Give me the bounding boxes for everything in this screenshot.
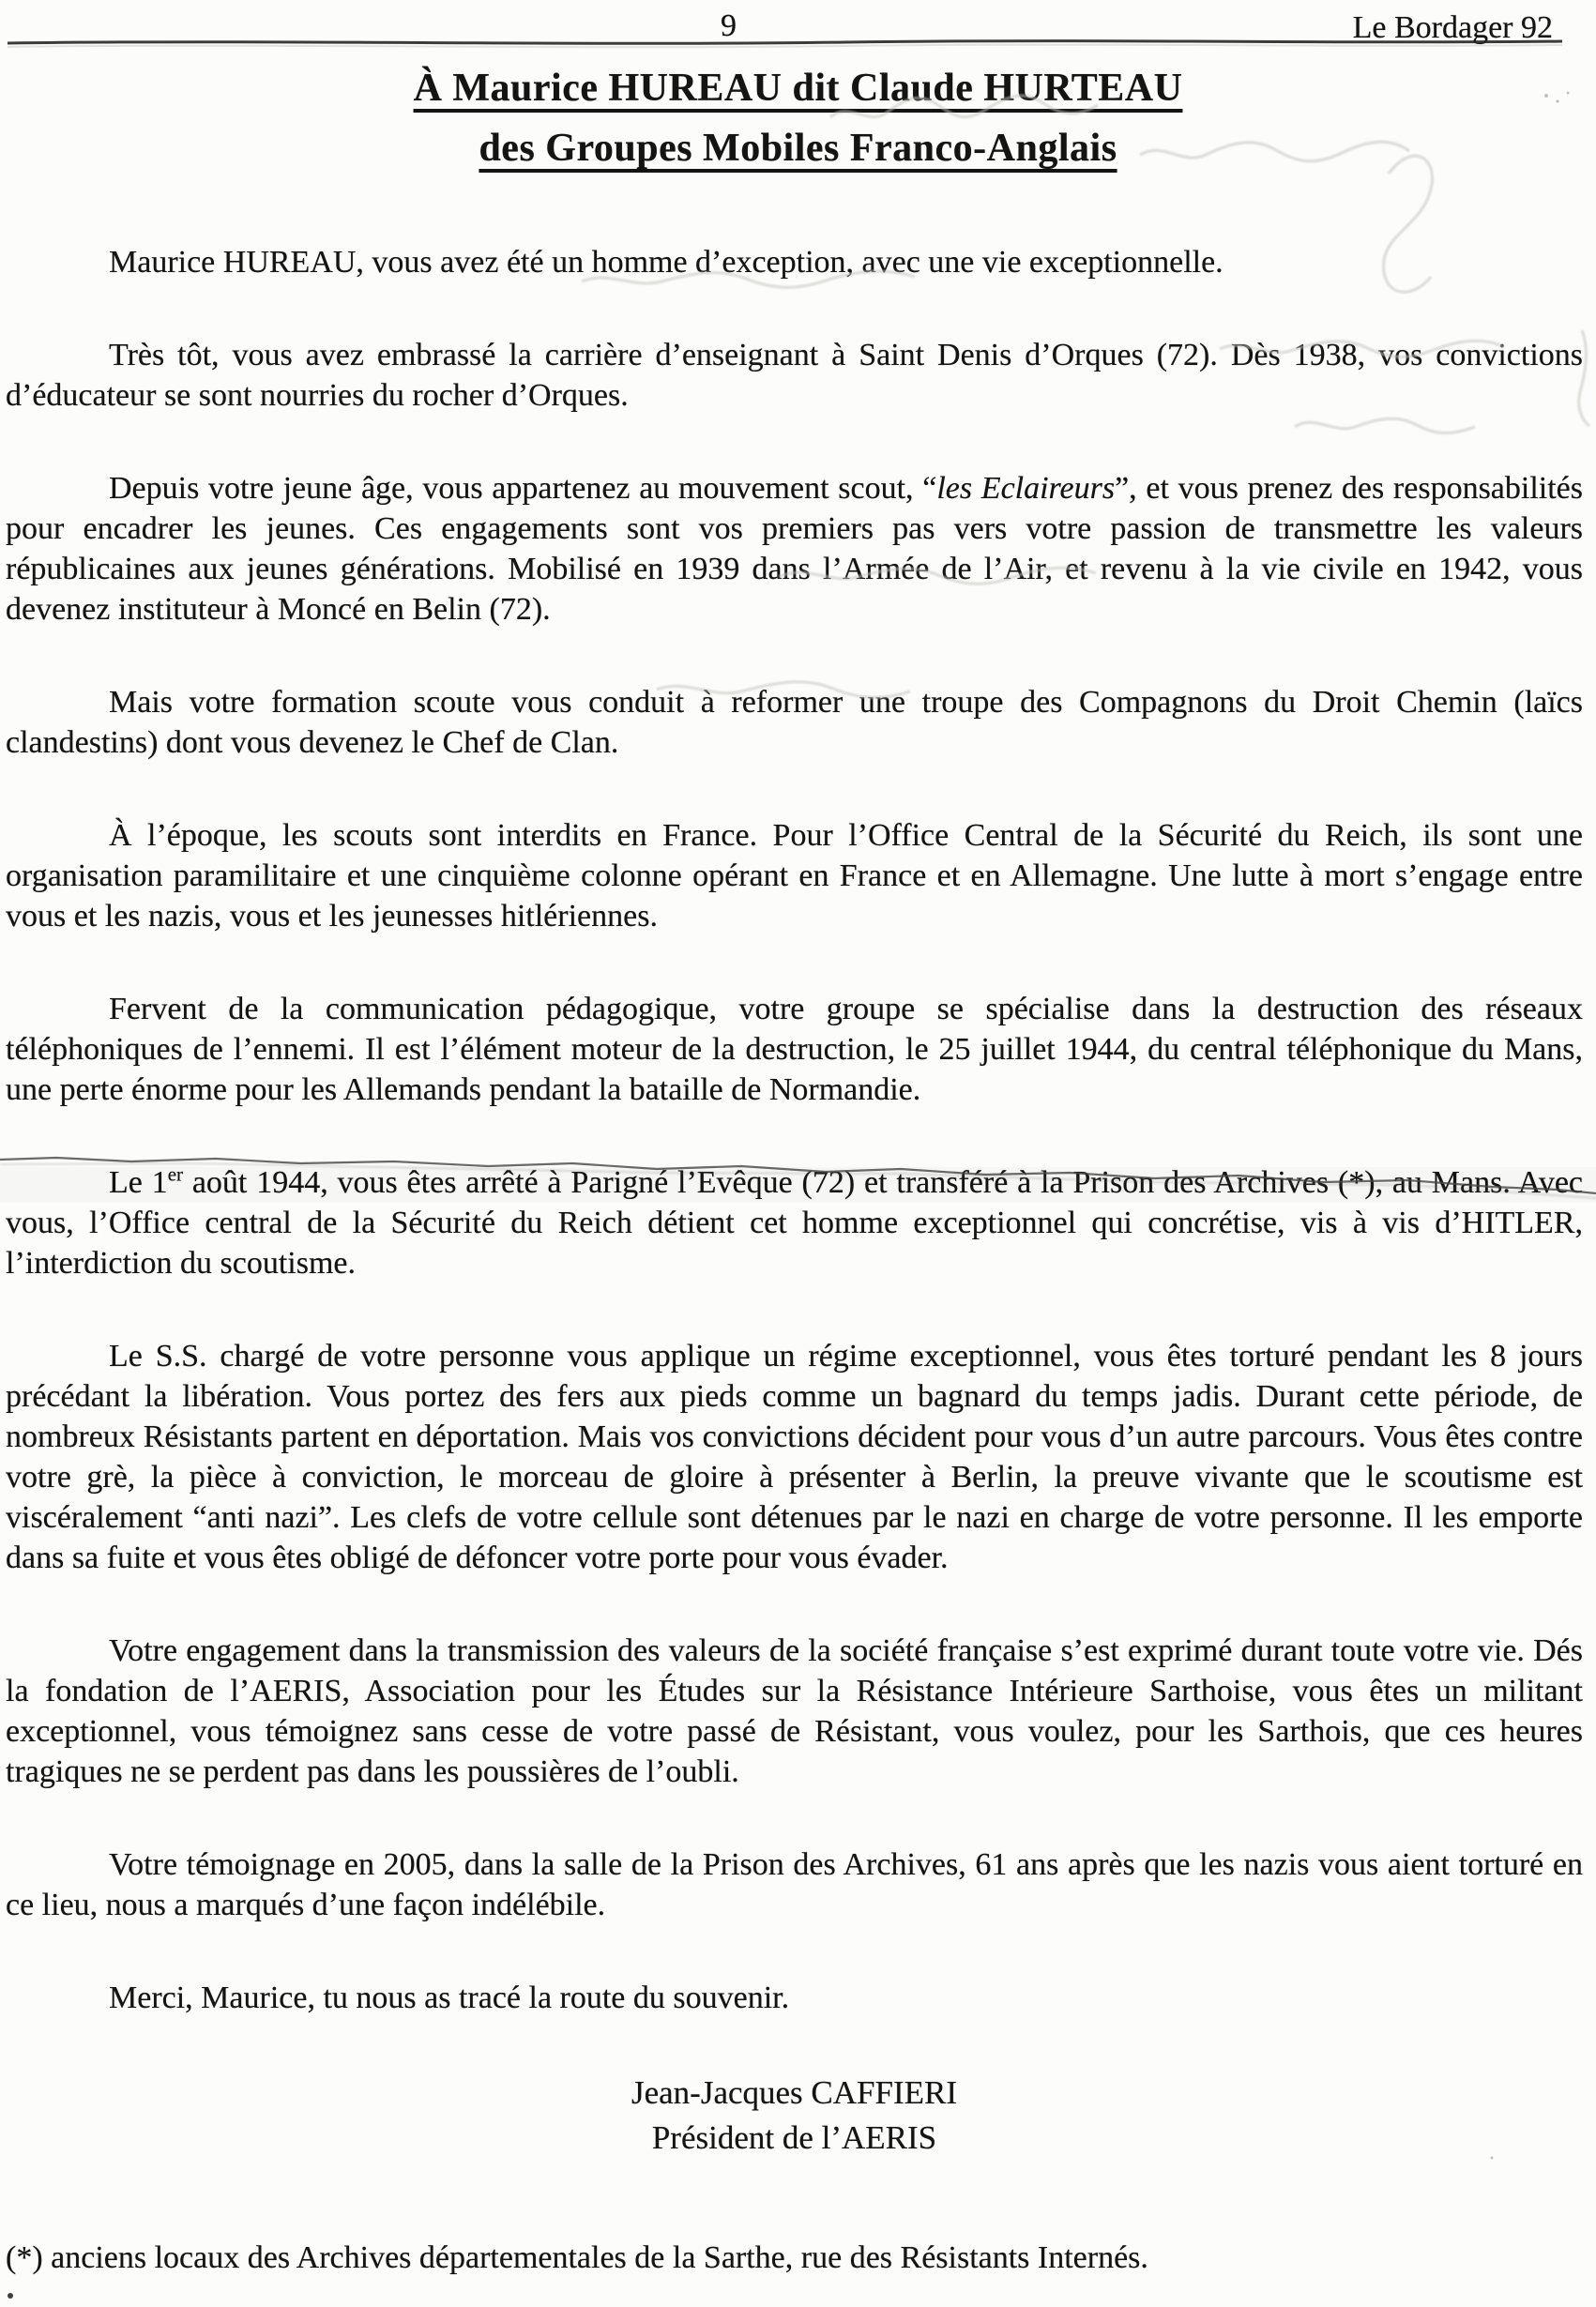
footnote-archives: (*) anciens locaux des Archives départementales de la Sarthe, rue des Résistants Internés. (6, 2240, 1148, 2275)
paragraph-teaching-career: Très tôt, vous avez embrassé la carrière d’enseignant à Saint Denis d’Orques (72). Dès 1938, vos convictions d’éducateur se sont nourries du rocher d’Orques. (6, 338, 1583, 413)
document-title (0, 58, 1596, 178)
paragraph-intro: Maurice HUREAU, vous avez été un homme d’exception, avec une vie exceptionnelle. (109, 245, 1224, 280)
paragraph-scout-pre: Depuis votre jeune âge, vous appartenez au mouvement scout, “ (109, 471, 937, 506)
journal-title: Le Bordager 92 (1352, 10, 1553, 45)
bottom-left-ink-dot (8, 2293, 13, 2299)
paragraph-temoignage-2005: Votre témoignage en 2005, dans la salle de la Prison des Archives, 61 ans après que les nazis vous aient torturé en ce lieu, nous a marqués d’une façon indélébile. (6, 1847, 1583, 1922)
paragraph-arrestation-post: août 1944, vous êtes arrêté à Parigné l’Evêque (72) et transféré à la Prison des Archives (*), au Mans. Avec vous, l’Office central de la Sécurité du Reich détient cet homme exceptionnel qui concrétise, vis à vis d’HITLER, l’interdiction du scoutisme. (6, 1165, 1584, 1281)
signature-role: Président de l’AERIS (651, 2119, 937, 2156)
signature-block (6, 2071, 1583, 2161)
document-title-line1 (0, 58, 1596, 118)
signature-name: Jean-Jacques CAFFIERI (631, 2074, 958, 2111)
paragraph-arrestation (6, 1162, 1583, 1283)
document-title-line2 (0, 118, 1596, 178)
paragraph-scouts-interdits: À l’époque, les scouts sont interdits en France. Pour l’Office Central de la Sécurité du Reich, ils sont une organisation paramilitaire et une cinquième colonne opérant en France et en Allemagne. Une lutte à mort s’engage entre vous et les nazis, vous et les jeunesses hitlériennes. (6, 818, 1583, 933)
paragraph-torture: Le S.S. chargé de votre personne vous applique un régime exceptionnel, vous êtes torturé pendant les 8 jours précédant la libération. Vous portez des fers aux pieds comme un bagnard du temps jadis. Durant cette période, de nombreux Résistants partent en déportation. Mais vos convictions décident pour vous d’un autre parcours. Vous êtes contre votre grè, la pièce à conviction, le morceau de gloire à présenter à Berlin, la preuve vivante que le scoutisme est viscéralement “anti nazi”. Les clefs de votre cellule sont détenues par le nazi en charge de votre personne. Il les emporte dans sa fuite et vous êtes obligé de défoncer votre porte pour vous évader. (6, 1339, 1583, 1575)
paragraph-merci: Merci, Maurice, tu nous as tracé la route du souvenir. (109, 1981, 790, 2015)
paragraph-scout-movement (6, 468, 1583, 630)
paragraph-destruction-reseaux: Fervent de la communication pédagogique, votre groupe se spécialise dans la destruction des réseaux téléphoniques de l’ennemi. Il est l’élément moteur de la destruction, le 25 juillet 1944, du central téléphonique du Mans, une perte énorme pour les Allemands pendant la bataille de Normandie. (6, 992, 1583, 1107)
paragraph-engagement-aeris: Votre engagement dans la transmission des valeurs de la société française s’est exprimé durant toute votre vie. Dés la fondation de l’AERIS, Association pour les Études sur la Résistance Intérieure Sarthoise, vous êtes un militant exceptionnel, vous témoignez sans cesse de votre passé de Résistant, vous voulez, pour les Sarthois, que ces heures tragiques ne se perdent pas dans les poussières de l’oubli. (6, 1633, 1583, 1789)
paragraph-scout-italic: les Eclaireurs (936, 471, 1116, 506)
paragraph-scout-post: ”, et vous prenez des responsabilités pour encadrer les jeunes. Ces engagements sont vos premiers pas vers votre passion de transmettre les valeurs républicaines aux jeunes générations. Mobilisé en 1939 dans l’Armée de l’Air, et revenu à la vie civile en 1942, vous devenez instituteur à Moncé en Belin (72). (6, 471, 1584, 627)
paragraph-arrestation-ordinal: er (167, 1162, 184, 1186)
header-rule (8, 41, 1562, 48)
page-number: 9 (721, 8, 737, 43)
title-text-line1: À Maurice HUREAU dit Claude HURTEAU (413, 67, 1183, 110)
paragraph-compagnons: Mais votre formation scoute vous conduit à reformer une troupe des Compagnons du Droit Chemin (laïcs clandestins) dont vous devenez le Chef de Clan. (6, 685, 1583, 760)
title-text-line2: des Groupes Mobiles Franco-Anglais (479, 127, 1117, 170)
document-body (6, 242, 1583, 2278)
paragraph-arrestation-pre: Le 1 (109, 1165, 168, 1200)
